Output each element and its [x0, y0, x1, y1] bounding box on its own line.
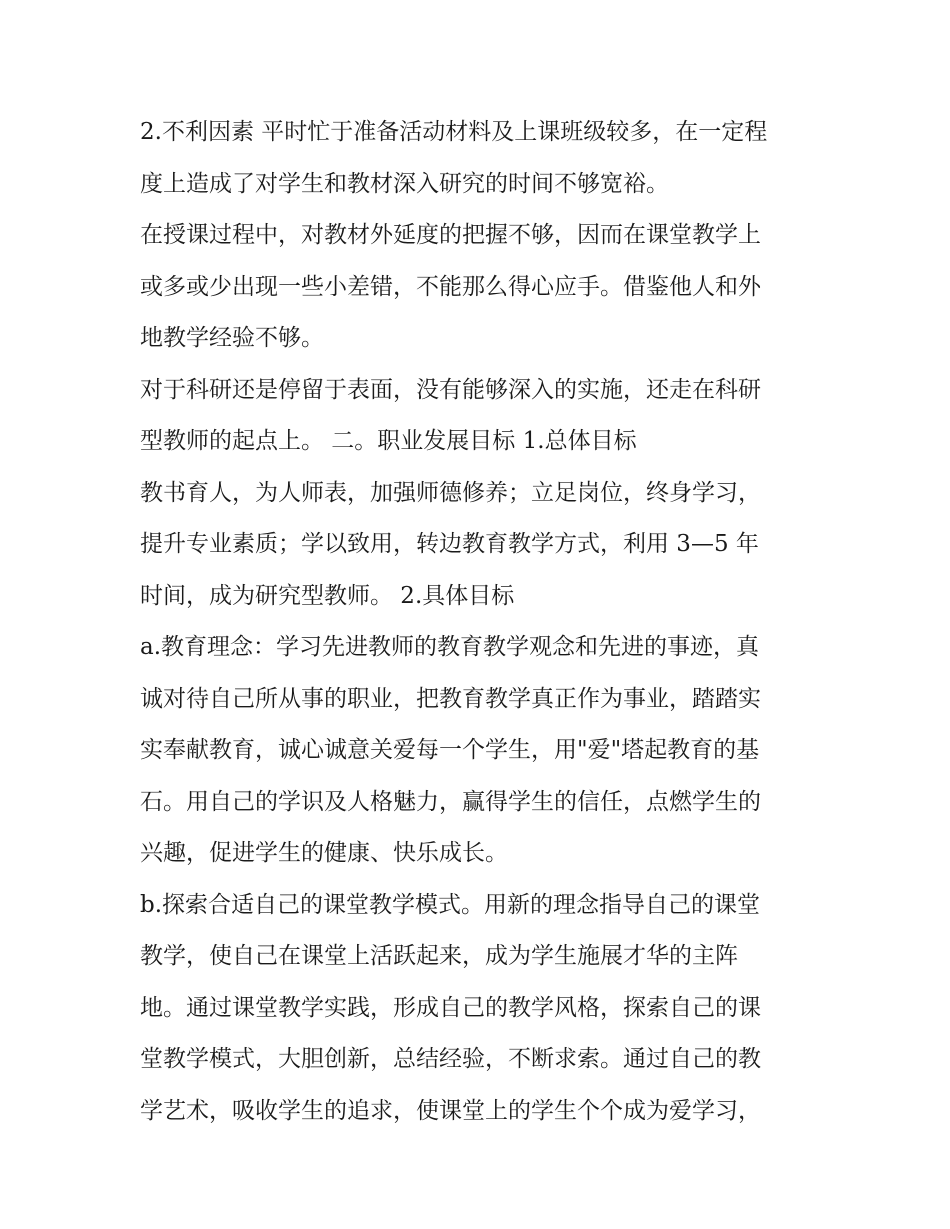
text-line: 堂教学模式，大胆创新，总结经验，不断求索。通过自己的教 [140, 1046, 761, 1072]
text-line: b.探索合适自己的课堂教学模式。用新的理念指导自己的课堂 [140, 891, 761, 918]
text-line: a.教育理念：学习先进教师的教育教学观念和先进的事迹，真 [140, 634, 760, 660]
text-line: 在授课过程中，对教材外延度的把握不够，因而在课堂教学上 [140, 222, 761, 248]
text-line: 地。通过课堂教学实践，形成自己的教学风格，探索自己的课 [140, 994, 761, 1021]
text-line: 教学，使自己在课堂上活跃起来，成为学生施展才华的主阵 [140, 943, 738, 969]
text-line: 石。用自己的学识及人格魅力，赢得学生的信任，点燃学生的 [140, 788, 761, 815]
text-line: 学艺术，吸收学生的追求，使课堂上的学生个个成为爱学习， [140, 1097, 761, 1124]
text-line: 或多或少出现一些小差错，不能那么得心应手。借鉴他人和外 [140, 273, 761, 300]
text-line: 度上造成了对学生和教材深入研究的时间不够宽裕。 [140, 170, 669, 197]
document-body [140, 107, 820, 1137]
text-line: 诚对待自己所从事的职业，把教育教学真正作为事业，踏踏实 [140, 685, 761, 712]
text-line: 兴趣，促进学生的健康、快乐成长。 [140, 840, 508, 866]
text-line: 提升专业素质；学以致用，转边教育教学方式，利用 3—5 年 [140, 531, 759, 557]
text-line: 地教学经验不够。 [140, 325, 324, 351]
text-line: 对于科研还是停留于表面，没有能够深入的实施，还走在科研 [140, 376, 761, 403]
text-line: 型教师的起点上。 二。职业发展目标 1.总体目标 [140, 428, 637, 454]
text-line: 2.不利因素 平时忙于准备活动材料及上课班级较多，在一定程 [140, 119, 768, 145]
text-line: 实奉献教育，诚心诚意关爱每一个学生，用"爱"塔起教育的基 [140, 737, 760, 763]
text-line: 时间，成为研究型教师。 2.具体目标 [140, 582, 515, 609]
text-line: 教书育人，为人师表，加强师德修养；立足岗位，终身学习， [140, 479, 761, 506]
